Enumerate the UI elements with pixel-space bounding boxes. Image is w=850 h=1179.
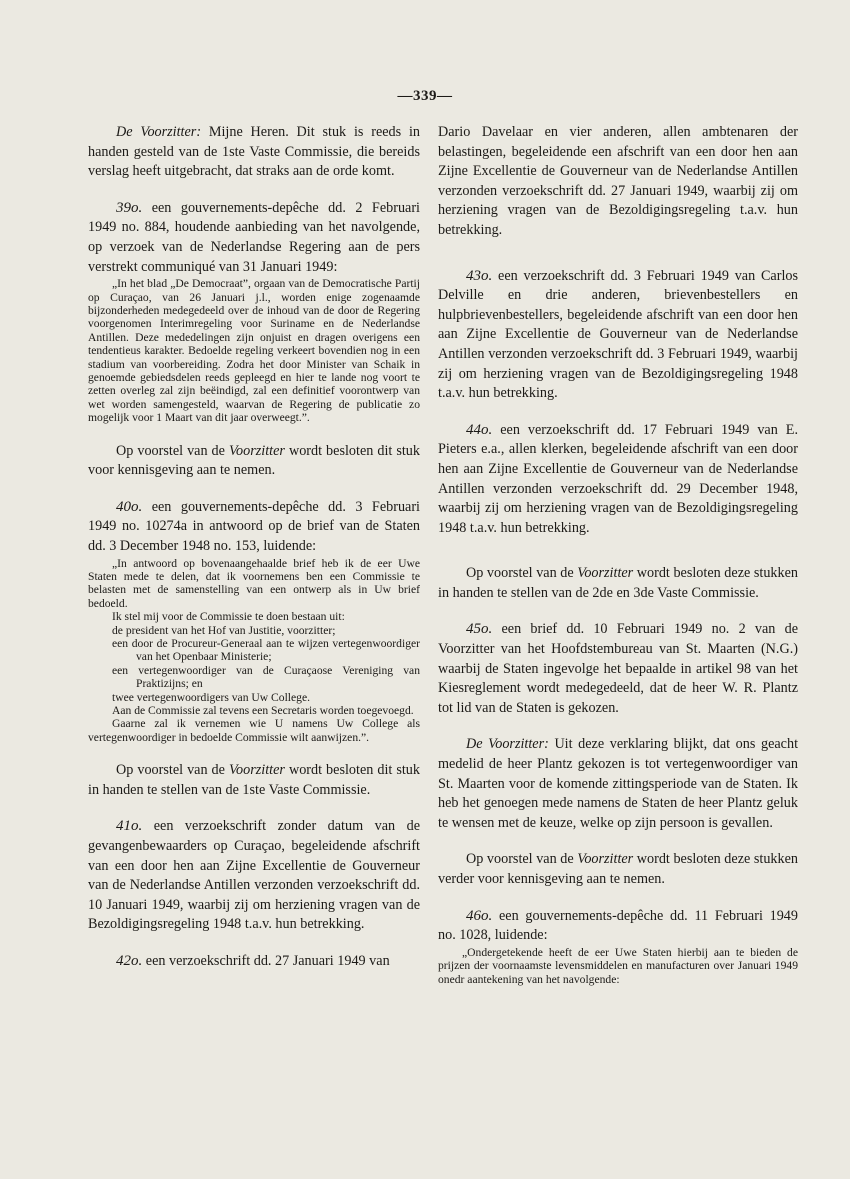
decision-39: Op voorstel van de Voorzitter wordt besloten dit stuk voor kennisgeving aan te nemen.	[88, 442, 420, 479]
quote-prices: „Ondergetekende heeft de eer Uwe Staten hierbij aan te bieden de prijzen der voornaamste levensmiddelen en manufacturen over Januari 1949 onedr aantekening van het navolgende:	[438, 945, 798, 986]
agenda-item-46: 46o. een gouvernements-depêche dd. 11 Februari 1949 no. 1028, luidende:	[438, 907, 798, 944]
item-number: 45o.	[466, 621, 493, 638]
chairman-speech: De Voorzitter: Uit deze verklaring blijkt, dat ons geacht medelid de heer Plantz gekozen is tot vertegenwoordiger van St. Maarten voor de komende zittingsperiode van de Staten. Ik heb het genoegen mede namens de Staten de heer Plantz geluk te wensen met de keuze, welke op zijn persoon is gevallen.	[438, 736, 799, 831]
paragraph-chairman-remark: De Voorzitter: Mijne Heren. Dit stuk is reeds in handen gesteld van de 1ste Vaste Commissie, die bereids verslag heeft uitgebracht, dat straks aan de orde komt.	[88, 124, 420, 180]
agenda-item-40: 40o. een gouvernements-depêche dd. 3 Februari 1949 no. 10274a in antwoord op de brief van de Staten dd. 3 December 1948 no. 153, luidende:	[88, 498, 420, 554]
item-number: 41o.	[116, 818, 143, 835]
decision-40: Op voorstel van de Voorzitter wordt besloten dit stuk in handen te stellen van de 1ste Vaste Commissie.	[88, 762, 420, 798]
agenda-item-45: 45o. een brief dd. 10 Februari 1949 no. 2 van de Voorzitter van het Hoofdstembureau van St. Maarten (N.G.) waarbij de Staten ingevolge het bepaalde in artikel 98 van het Kiesreglement wordt medegedeeld, dat de heer W. R. Plantz tot lid van de Staten is gekozen.	[438, 621, 798, 716]
item-number: 42o.	[116, 953, 143, 970]
agenda-item-43: 43o. een verzoekschrift dd. 3 Februari 1949 van Carlos Delville en drie anderen, brievenbestellers en hulpbrievenbestellers, begeleidende afschrift van een door hen aan Zijne Excellentie de Gouverneur van de Nederlandse Antillen verzonden verzoekschrift dd. 3 Februari 1949, waarbij zij om herziening vragen van de Bezoldigingsregeling 1948 t.a.v. hun betrekking.	[438, 267, 798, 402]
decision-45: Op voorstel van de Voorzitter wordt besloten deze stukken verder voor kennisgeving aan te nemen.	[438, 851, 798, 887]
item-number: 43o.	[466, 267, 493, 284]
agenda-item-41: 41o. een verzoekschrift zonder datum van de gevangenbewaarders op Curaçao, begeleidende afschrift van een door hen aan Zijne Excellentie de Gouverneur van de Nederlandse Antillen verzonden verzoekschrift dd. 10 Januari 1949, waarbij zij om herziening vragen van de Bezoldigingsregeling 1948 t.a.v. hun betrekking.	[88, 818, 420, 933]
list-item: een vertegenwoordiger van de Curaçaose Vereniging van Praktizijns; en	[112, 663, 420, 691]
right-column	[438, 123, 798, 986]
page-number: —339—	[397, 88, 453, 104]
decision-44: Op voorstel van de Voorzitter wordt besloten deze stukken in handen te stellen van de 2de en 3de Vaste Commissie.	[438, 565, 798, 601]
agenda-item-42-continued: Dario Davelaar en vier anderen, allen ambtenaren der belastingen, begeleidende een afschrift van een door hen aan Zijne Excellentie de Gouverneur van de Nederlandse Antillen verzonden verzoekschrift dd. 27 Januari 1949, waarbij zij om herziening vragen van de Bezoldigingsregeling t.a.v. hun betrekking.	[438, 124, 798, 238]
item-number: 39o.	[116, 199, 143, 216]
agenda-item-42: 42o. een verzoekschrift dd. 27 Januari 1949 van	[116, 953, 390, 970]
left-column	[88, 123, 420, 972]
list-item: een door de Procureur-Generaal aan te wijzen vertegenwoordiger van het Openbaar Ministerie;	[112, 637, 420, 664]
quote-governor-letter: „In antwoord op bovenaangehaalde brief heb ik de eer Uwe Staten mede te delen, dat ik voornemens ben een Commissie te belasten met de samenstelling van een ontwerp als in Uw brief bedoeld. Ik stel mij voor de Commissie te doen bestaan uit: de president van het Hof van Justitie, voorzitter; een door de Procureur-Generaal aan te wijzen vertegenwoordiger van het Openbaar Ministerie; een vertegenwoordiger van de Curaçaose Vereniging van Praktizijns; en twee vertegenwoordigers van Uw College. Aan de Commissie zal tevens een Secretaris worden toegevoegd. Gaarne zal ik vernemen wie U namens Uw College als vertegenwoordiger in bedoelde Commissie wilt aanwijzen.”.	[88, 556, 420, 744]
agenda-item-39: 39o. een gouvernements-depêche dd. 2 Februari 1949 no. 884, houdende aanbieding van het navolgende, op verzoek van de Nederlandse Regering aan de pers verstrekt communiqué van 31 Januari 1949:	[88, 199, 420, 275]
quote-communique: „In het blad „De Democraat”, orgaan van de Democratische Partij op Curaçao, van 26 Januari j.l., worden enige zogenaamde bijzonderheden medegedeeld over de inhoud van de door de Regering voorgenomen Interimregeling voor Suriname en de Nederlandse Antillen. Deze mededelingen zijn onjuist en dragen overigens een tendentieus karakter. Bedoelde regeling verkeert bovendien nog in een stadium van voorbereiding. Zodra het door Minister van Schaik in genoemde gebiedsdelen reeds gepleegd en hier te lande nog voort te zetten overleg zal zijn beëindigd, zal een definitief voorontwerp van wet worden samengesteld, waarvan de Regering de publicatie zo mogelijk voor 1 Maart van dit jaar overweegt.”.	[88, 277, 420, 425]
agenda-item-44: 44o. een verzoekschrift dd. 17 Februari 1949 van E. Pieters e.a., allen klerken, begeleidende afschrift van een door hen aan Zijne Excellentie de Gouverneur van de Nederlandse Antillen verzonden verzoekschrift dd. 29 December 1948, waarbij zij om herziening vragen van de Bezoldigingsregeling 1948 t.a.v. hun betrekking.	[438, 421, 798, 536]
item-number: 46o.	[466, 907, 493, 924]
speaker-label: De Voorzitter:	[116, 124, 202, 140]
list-item: twee vertegenwoordigers van Uw College.	[112, 690, 310, 704]
item-number: 44o.	[466, 421, 493, 438]
list-item: de president van het Hof van Justitie, voorzitter;	[112, 623, 336, 637]
item-number: 40o.	[116, 498, 143, 515]
speaker-label: De Voorzitter:	[466, 736, 549, 753]
